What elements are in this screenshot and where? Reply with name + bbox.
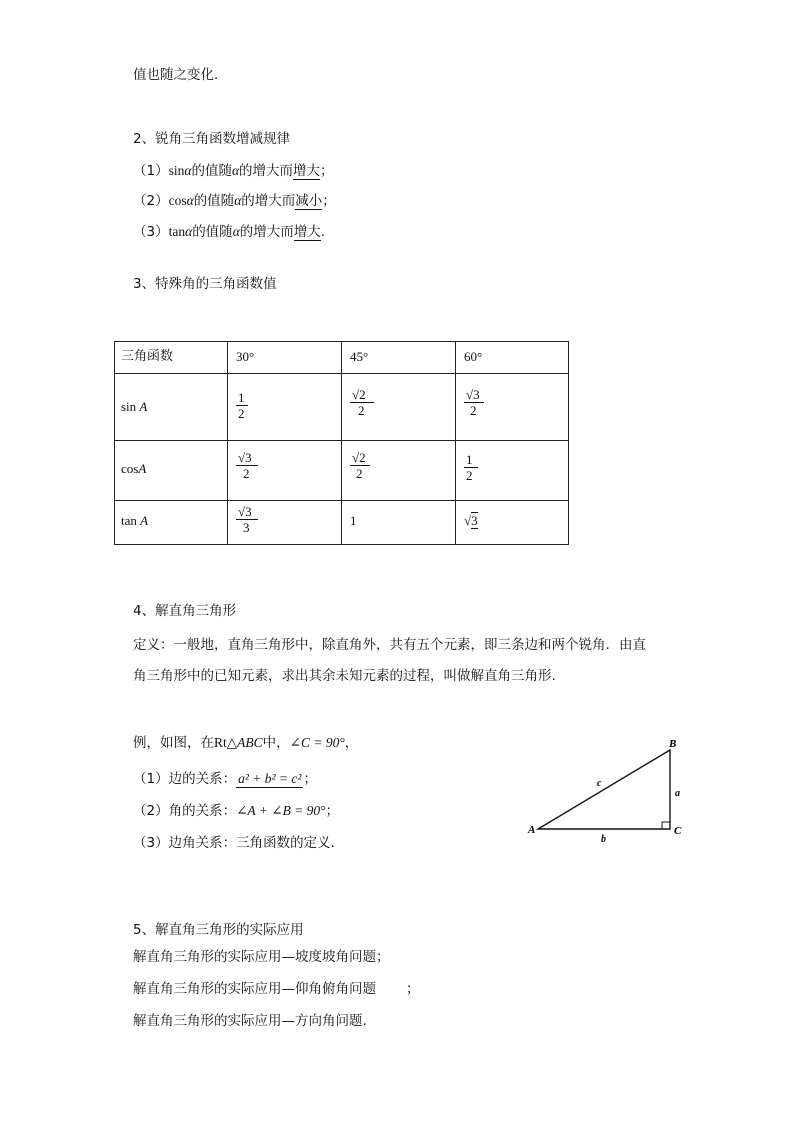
value-cos-60 (464, 452, 478, 483)
value-tan-45: 1 (350, 513, 357, 528)
sqrt-icon: √ (352, 450, 360, 465)
denominator: 2 (356, 466, 363, 481)
angle-c-formula: ∠C = 90° (289, 735, 345, 750)
section-2-heading: 2、锐角三角函数增减规律 (133, 131, 291, 147)
example-line (133, 734, 358, 752)
table-header-60: 60° (464, 349, 483, 364)
table-header-30: 30° (236, 349, 255, 364)
rt-triangle: Rt△ (214, 735, 238, 750)
value-tan-60 (464, 513, 478, 529)
item-text: 的值随 (191, 163, 232, 179)
example-mid: 中， (262, 735, 290, 751)
relation-end: ； (303, 771, 317, 787)
application-line-2 (133, 980, 420, 998)
application-text: 解直角三角形的实际应用—仰角俯角问题 (133, 981, 376, 997)
alpha-symbol: α (231, 163, 240, 178)
value-sin-45 (350, 387, 374, 418)
section-3-heading: 3、特殊角的三角函数值 (133, 276, 277, 292)
vertex-c-label: C (674, 825, 682, 837)
alpha-symbol: α (184, 163, 192, 178)
function-name: sin (168, 163, 185, 178)
sqrt-icon: √ (238, 504, 246, 519)
definition-line-1: 定义：一般地，直角三角形中，除直角外，共有五个元素，即三条边和两个锐角．由直 (133, 637, 646, 653)
sec2-item-3 (133, 223, 325, 241)
row-label-tan (121, 513, 148, 529)
radicand: 3 (245, 504, 252, 519)
section-5-heading: 5、解直角三角形的实际应用 (133, 922, 304, 938)
vertex-a-label: A (528, 824, 536, 836)
numerator (464, 387, 484, 402)
table-col-divider (227, 342, 228, 544)
function-name: cos (168, 193, 187, 208)
value-sin-60 (464, 387, 484, 418)
label-var: A (138, 461, 147, 476)
value-cos-45 (350, 450, 370, 481)
answer-underlined: 增大 (293, 163, 321, 179)
label-fn: tan (121, 513, 137, 528)
relation-end: ； (325, 803, 340, 819)
definition-line-2: 角三角形中的已知元素，求出其余未知元素的过程，叫做解直角三角形. (133, 668, 556, 684)
sqrt-icon: √ (464, 513, 472, 528)
item-text: 的增大而 (239, 224, 294, 240)
application-line-1: 解直角三角形的实际应用—坡度坡角问题； (133, 949, 390, 965)
item-text: 的值随 (193, 193, 235, 209)
radicand: 2 (359, 387, 366, 402)
denominator: 2 (466, 468, 473, 483)
radicand: 3 (473, 387, 480, 402)
item-text: 的增大而 (239, 163, 294, 179)
sec2-item-1 (133, 162, 334, 180)
sqrt-icon: √ (238, 450, 246, 465)
numerator: 1 (238, 390, 245, 405)
radicand: 2 (359, 450, 366, 465)
numerator (236, 450, 258, 465)
relation-formula: ∠A + ∠B = 90° (236, 803, 326, 818)
relation-formula: a² + b² = c² (238, 771, 302, 786)
numerator (350, 387, 374, 402)
sqrt-icon: √ (466, 387, 474, 402)
numerator (350, 450, 370, 465)
table-col-divider (455, 342, 456, 544)
right-angle-mark (662, 822, 670, 829)
numerator (236, 504, 258, 519)
label-fn: sin (121, 399, 137, 414)
application-end: ； (406, 981, 420, 997)
side-a-label: a (675, 788, 680, 799)
alpha-symbol: α (185, 224, 193, 239)
answer-underlined: 增大 (293, 224, 321, 240)
relation-label: （2）角的关系： (133, 803, 237, 819)
side-b-label: b (601, 834, 606, 845)
section-4-heading: 4、解直角三角形 (133, 603, 237, 619)
denominator: 2 (243, 466, 250, 481)
value-cos-30 (236, 450, 258, 481)
radicand: 3 (471, 513, 478, 528)
alpha-symbol: α (234, 193, 242, 208)
intro-line: 值也随之变化． (133, 67, 228, 83)
sqrt-icon: √ (352, 387, 360, 402)
triangle-outline (538, 750, 670, 829)
item-text: 的值随 (192, 224, 233, 240)
answer-underlined: 减小 (295, 193, 323, 209)
relation-angles (133, 802, 339, 820)
label-var: A (139, 399, 148, 414)
vertex-b-label: B (669, 738, 677, 750)
item-number: （2） (133, 193, 169, 209)
right-triangle-figure (520, 734, 690, 848)
denominator: 3 (243, 520, 250, 535)
item-end: ； (322, 193, 336, 209)
item-number: （1） (133, 163, 169, 179)
label-fn: cos (121, 461, 139, 476)
relation-label: （3）边角关系：三角函数的定义. (133, 835, 335, 851)
table-col-divider (341, 342, 342, 544)
denominator: 2 (470, 403, 477, 418)
row-label-cos (121, 461, 146, 477)
relation-sides (133, 770, 317, 788)
value-tan-30 (236, 504, 258, 535)
application-line-3: 解直角三角形的实际应用—方向角问题. (133, 1013, 367, 1029)
denominator: 2 (238, 406, 245, 421)
table-header-45: 45° (350, 349, 369, 364)
alpha-symbol: α (232, 224, 240, 239)
radicand: 3 (245, 450, 252, 465)
example-end: ， (344, 735, 359, 751)
denominator: 2 (358, 403, 365, 418)
item-text: 的增大而 (241, 193, 296, 209)
triangle-name: ABC (237, 735, 263, 750)
label-var: A (140, 513, 149, 528)
example-prefix: 例，如图，在 (133, 735, 214, 751)
sec2-item-2 (133, 192, 336, 210)
value-sin-30 (236, 390, 248, 421)
item-end: ； (320, 163, 334, 179)
function-name: tan (168, 224, 186, 239)
side-c-label: c (597, 778, 602, 789)
item-number: （3） (133, 224, 169, 240)
relation-label: （1）边的关系： (133, 771, 237, 787)
alpha-symbol: α (186, 193, 194, 208)
item-end: . (320, 224, 326, 240)
relation-side-angle (133, 834, 335, 852)
numerator: 1 (466, 452, 473, 467)
table-header-function: 三角函数 (121, 349, 174, 364)
row-label-sin (121, 399, 147, 415)
trig-values-table (114, 341, 569, 545)
